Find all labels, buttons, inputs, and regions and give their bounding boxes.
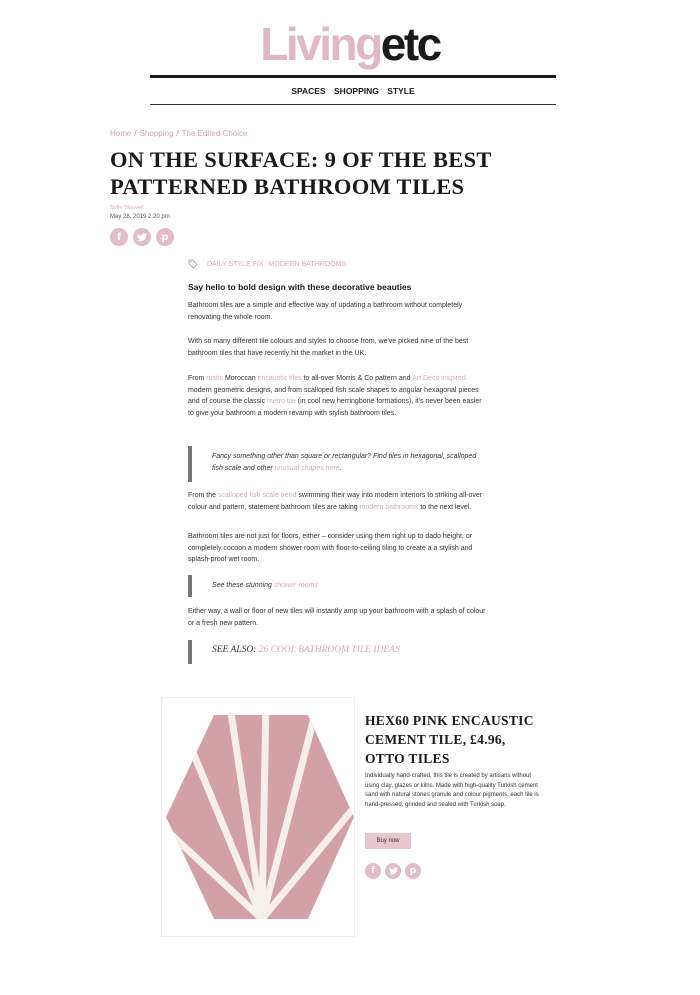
breadcrumb-home[interactable]: Home xyxy=(110,129,132,138)
p3-text-2: Moroccan xyxy=(223,375,258,382)
p3-text-5: (in cool new herringbone formations), it's never been easier to give your bathroom a modern revamp with stylish bathroom tiles. xyxy=(188,398,482,417)
logo-etc: etc xyxy=(380,18,440,70)
quote2-text: See these stunning xyxy=(212,582,274,589)
link-unusual-shapes[interactable]: unusual shapes here xyxy=(274,464,340,472)
paragraph-6: Either way, a wall or floor of new tiles will instantly amp up your bathroom with a splash of colour or a fresh new pattern. xyxy=(188,608,486,627)
quote1-text-end: . xyxy=(339,464,342,472)
facebook-icon[interactable]: f xyxy=(365,863,381,879)
link-shower-rooms[interactable]: shower rooms xyxy=(273,582,318,589)
pinterest-icon[interactable]: p xyxy=(405,863,421,879)
quote1-text: Fancy something other than square or rectangular? Find tiles in hexagonal, scalloped fish scale and other xyxy=(212,453,477,472)
nav-item-shopping[interactable]: SHOPPING xyxy=(334,86,379,96)
p3-text-1: From xyxy=(188,375,207,382)
site-logo[interactable] xyxy=(0,14,700,74)
product-title: HEX60 PINK ENCAUSTIC CEMENT TILE, £4.96, OTTO TILES xyxy=(365,713,534,766)
breadcrumb-shopping[interactable]: Shopping xyxy=(139,129,174,138)
nav-item-style[interactable]: STYLE xyxy=(387,86,415,96)
social-share-product xyxy=(365,863,421,879)
paragraph-5: Bathroom tiles are not just for floors, either – consider using them right up to dado height, or completely cocoon a modern shower room with floor-to-ceiling tiling to create a a stylish and splash-proof wet room. xyxy=(188,533,473,563)
paragraph-2: With so many different tile colours and styles to choose from, we've picked nine of the best bathroom tiles that have recently hit the market in the UK. xyxy=(188,338,469,357)
twitter-icon[interactable] xyxy=(385,863,401,879)
p3-text-4: modern geometric designs, and from scalloped fish scale shapes to angular hexagonal pieces and of course the classic xyxy=(188,386,479,405)
paragraph-4 xyxy=(188,490,488,513)
link-scalloped-trend[interactable]: scalloped fish scale trend xyxy=(217,492,297,499)
logo-living: Living xyxy=(260,18,381,70)
main-nav xyxy=(150,86,556,96)
p4-text-2: swimming their way into modern interiors to striking all-over colour and pattern, statement bathroom tiles are taking xyxy=(188,492,483,511)
link-encaustic-tiles[interactable]: encaustic tiles xyxy=(257,375,302,382)
facebook-icon[interactable]: f xyxy=(110,228,128,246)
article-date: May 28, 2019 2:20 pm xyxy=(110,214,170,220)
paragraph-1: Bathroom tiles are a simple and effective way of updating a bathroom without completely renovating the whole room. xyxy=(188,302,463,321)
pullquote-shower-rooms xyxy=(188,575,488,597)
article-author[interactable]: Sofie Blauwet xyxy=(110,205,144,211)
tag-daily-style-fix[interactable]: DAILY STYLE FIX xyxy=(207,260,264,268)
see-also-link[interactable]: 26 COOL BATHROOM TILE IDEAS xyxy=(258,645,400,655)
link-modern-bathrooms[interactable]: modern bathrooms xyxy=(359,503,419,511)
product-description: Individually hand-crafted, this tile is created by artisans without using clay, glazes or kilns. Made with high-quality Turkish cement sand with natural stones granule and colour pigments, each tile is hand-pressed, grinded and sealed with Turkish soap. xyxy=(365,773,539,808)
header-rule-top xyxy=(150,75,556,78)
nav-item-spaces[interactable]: SPACES xyxy=(291,86,326,96)
tag-modern-bathrooms[interactable]: MODERN BATHROOMS xyxy=(268,260,347,268)
link-metro-tile[interactable]: metro tile xyxy=(267,398,296,405)
p4-text-1: From the xyxy=(188,492,218,499)
paragraph-3 xyxy=(188,373,488,419)
pinterest-icon[interactable]: p xyxy=(156,228,174,246)
breadcrumb-edited-choice[interactable]: The Edited Choice xyxy=(181,129,248,138)
p4-text-3: to the next level. xyxy=(418,503,472,511)
see-also-label: SEE ALSO: xyxy=(212,645,257,655)
product-image[interactable] xyxy=(161,697,355,937)
p3-text-3: to all-over Morris & Co pattern and xyxy=(301,375,413,382)
breadcrumb xyxy=(110,129,247,138)
twitter-icon[interactable] xyxy=(133,228,151,246)
social-share-top xyxy=(110,228,174,246)
breadcrumb-separator: / xyxy=(176,129,179,138)
header-rule-bottom xyxy=(150,104,556,105)
article-tags xyxy=(188,259,346,269)
link-rustic[interactable]: rustic xyxy=(206,375,224,382)
buy-now-button[interactable]: Buy now xyxy=(365,833,411,849)
see-also-callout xyxy=(188,640,400,664)
article-title: ON THE SURFACE: 9 OF THE BEST PATTERNED BATHROOM TILES xyxy=(110,147,492,199)
tag-icon xyxy=(188,259,198,269)
intro-heading: Say hello to bold design with these decorative beauties xyxy=(188,282,412,292)
pullquote-shapes xyxy=(188,446,480,482)
link-art-deco[interactable]: Art Deco inspired xyxy=(412,375,466,382)
breadcrumb-separator: / xyxy=(134,129,137,138)
